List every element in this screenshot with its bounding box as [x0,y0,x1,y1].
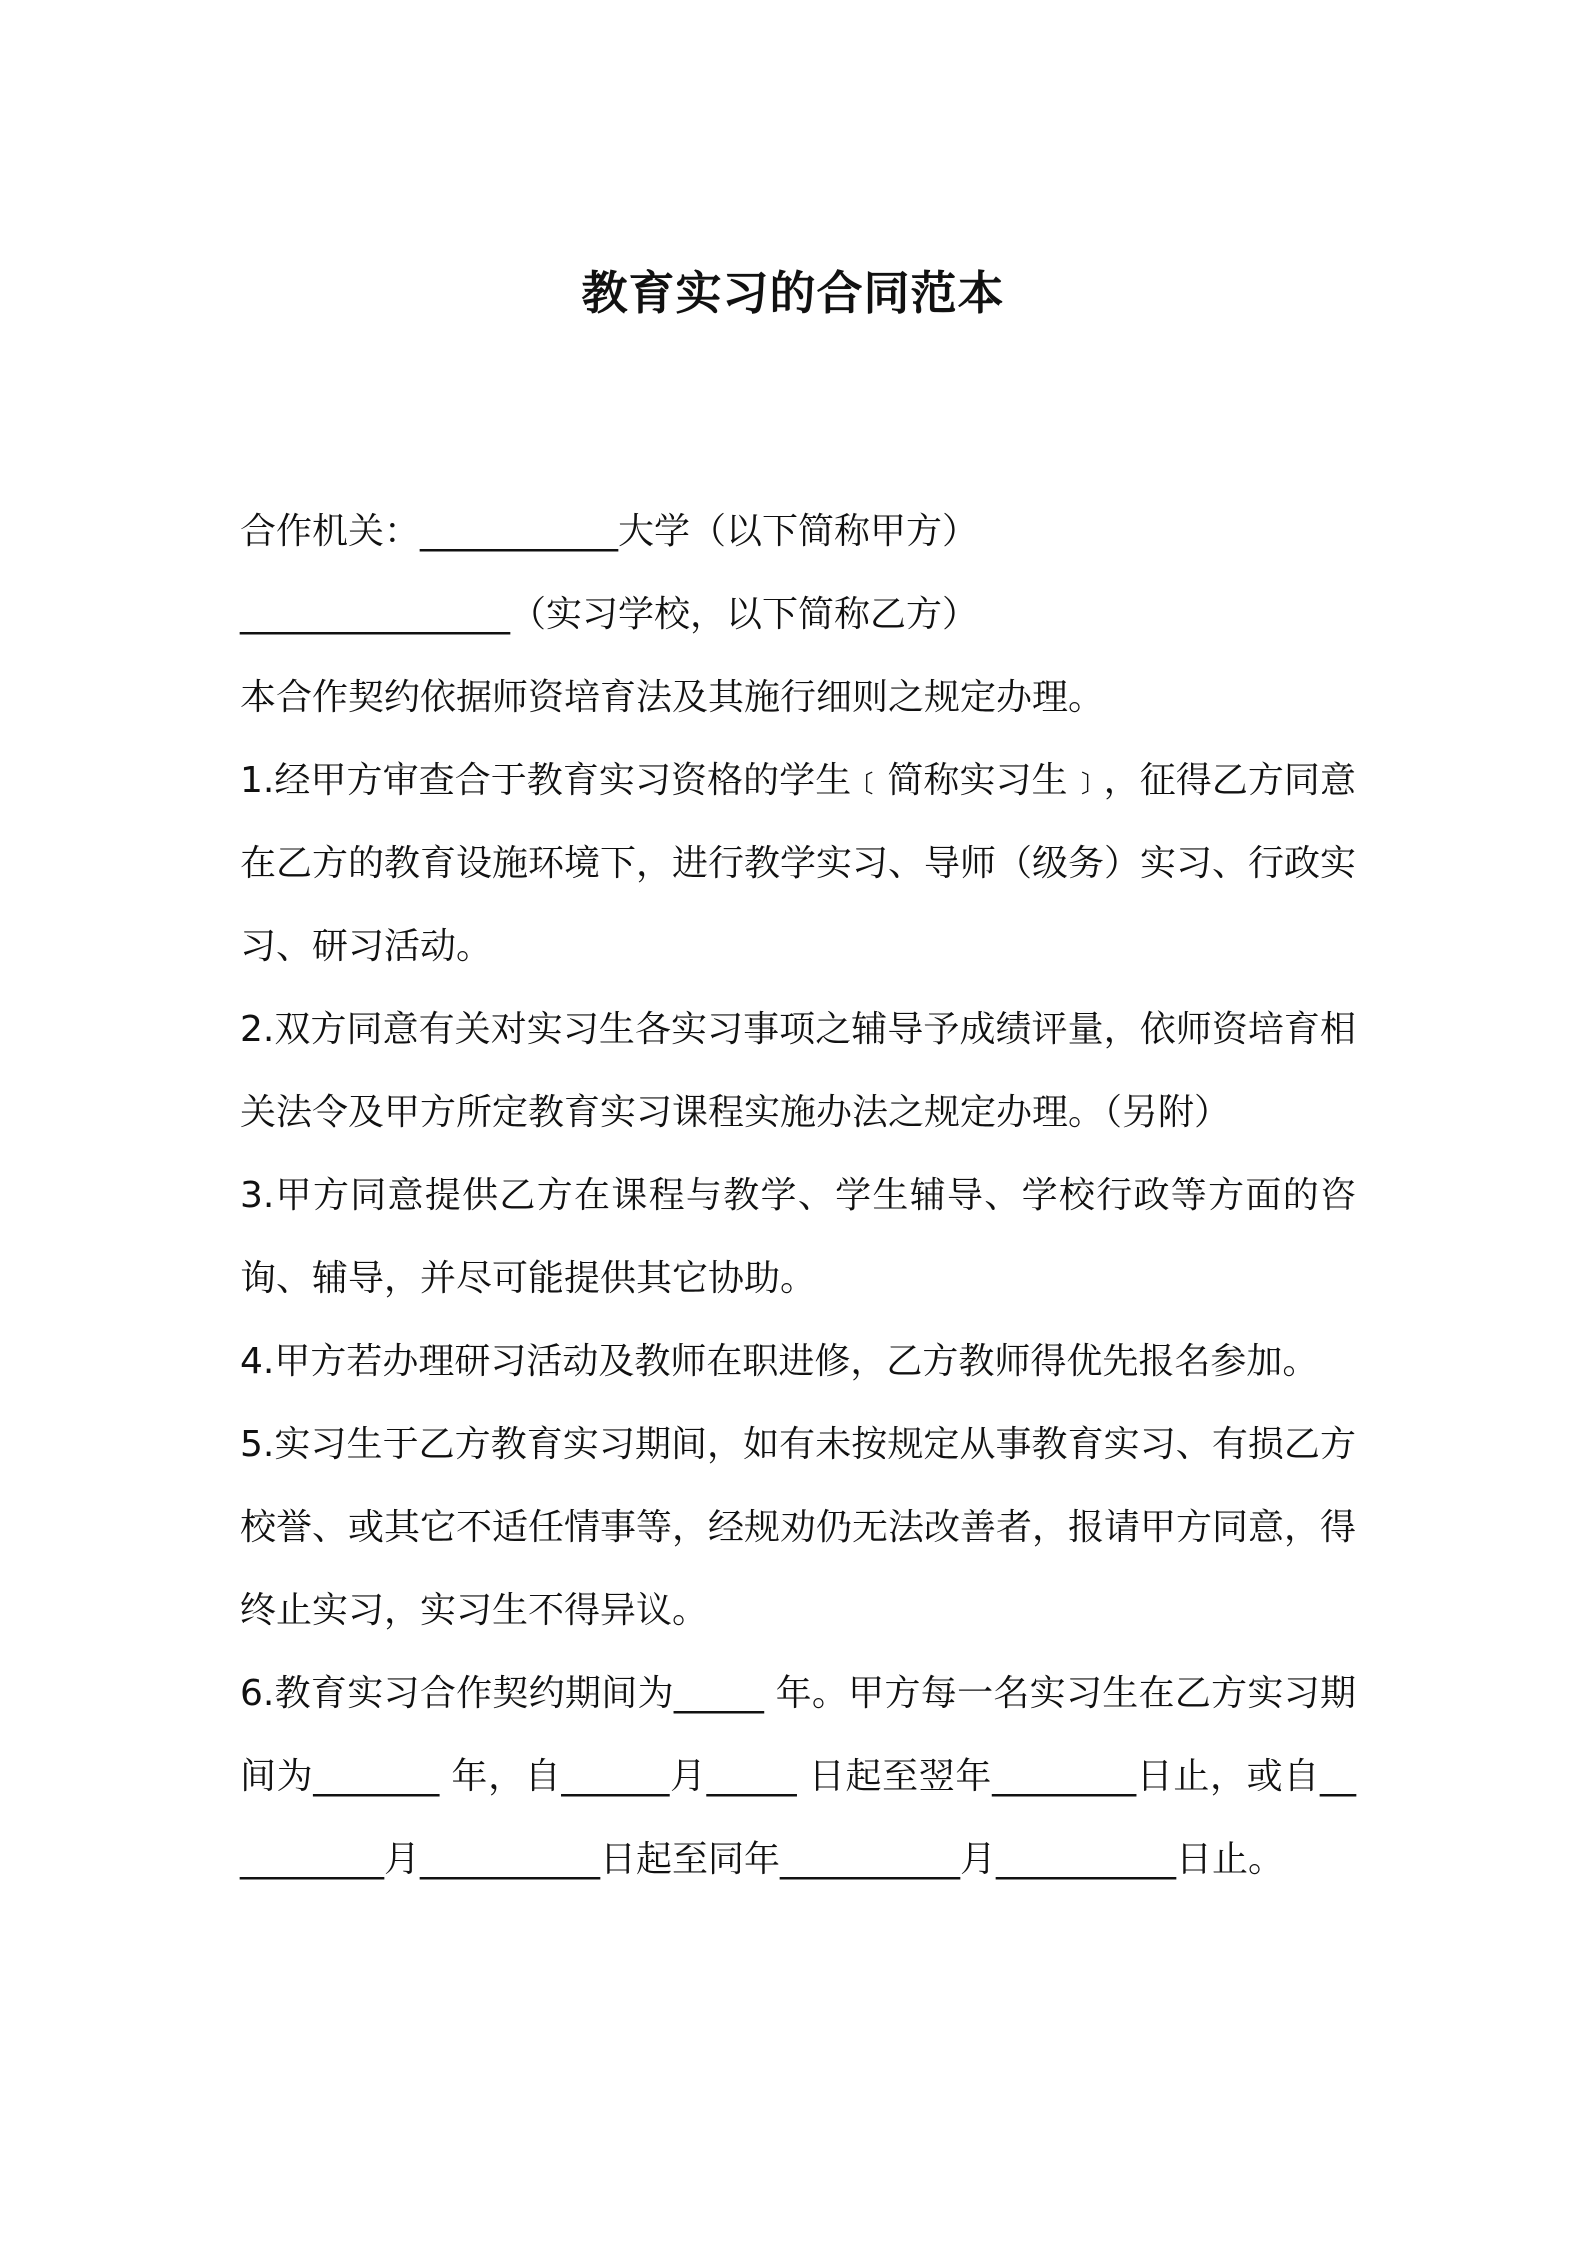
document-title: 教育实习的合同范本 [581,266,1005,320]
clause-1: 1.经甲方审查合于教育实习资格的学生﹝简称实习生﹞，征得乙方同意在乙方的教育设施环境下，进行教学实习、导师（级务）实习、行政实习、研习活动。 [240,760,1357,967]
document-body [240,490,1356,1901]
clause-5: 5.实习生于乙方教育实习期间，如有未按规定从事教育实习、有损乙方校誉、或其它不适任情事等，经规劝仍无法改善者，报请甲方同意，得终止实习，实习生不得异议。 [240,1424,1357,1631]
clause-2: 2.双方同意有关对实习生各实习事项之辅导予成绩评量，依师资培育相关法令及甲方所定教育实习课程实施办法之规定办理。（另附） [240,1009,1356,1133]
party-a-line: 合作机关：___________大学（以下简称甲方） [240,511,979,552]
clause-3: 3.甲方同意提供乙方在课程与教学、学生辅导、学校行政等方面的咨询、辅导，并尽可能提供其它协助。 [240,1175,1356,1299]
clause-4: 4.甲方若办理研习活动及教师在职进修，乙方教师得优先报名参加。 [240,1341,1319,1382]
clause-6: 6.教育实习合作契约期间为_____ 年。甲方每一名实习生在乙方实习期间为_______ 年，自______月_____ 日起至翌年________日止，或自__________月__________日起至同年__________月__________日止。 [240,1673,1356,1880]
party-b-line: _______________（实习学校，以下简称乙方） [240,594,979,635]
basis-paragraph: 本合作契约依据师资培育法及其施行细则之规定办理。 [240,677,1105,718]
